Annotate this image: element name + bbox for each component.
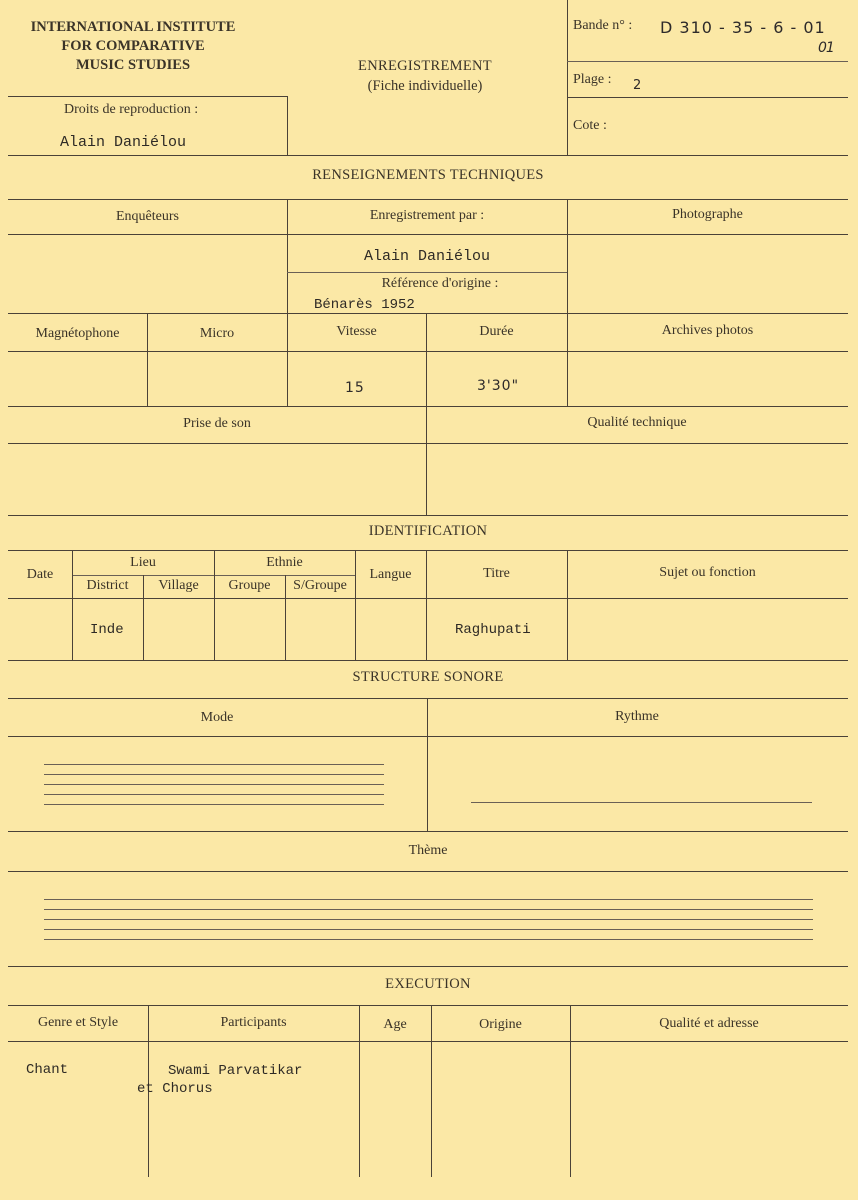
track-value: 2 — [633, 78, 643, 93]
recorded-by-value: Alain Daniélou — [363, 248, 491, 265]
band-value-correction: 01 — [818, 40, 834, 56]
structure-section-title: STRUCTURE SONORE — [352, 669, 504, 685]
institute-line-1: INTERNATIONAL INSTITUTE — [30, 19, 236, 35]
village-label: Village — [158, 578, 199, 593]
rhythm-label: Rythme — [615, 709, 659, 724]
district-value: Inde — [90, 622, 124, 638]
speed-label: Vitesse — [336, 324, 377, 339]
ethnic-label: Ethnie — [266, 555, 303, 570]
execution-section-title: EXECUTION — [385, 976, 471, 992]
origin-label: Origine — [479, 1017, 522, 1032]
age-label: Age — [383, 1017, 407, 1032]
technical-quality-label: Qualité technique — [587, 415, 687, 430]
title-label: Titre — [483, 566, 510, 581]
institute-line-2: FOR COMPARATIVE — [61, 38, 205, 54]
track-label: Plage : — [573, 72, 612, 87]
participants-label: Participants — [220, 1015, 287, 1030]
subject-label: Sujet ou fonction — [659, 565, 756, 580]
form-subtitle: (Fiche individuelle) — [367, 78, 483, 94]
theme-label: Thème — [408, 843, 448, 858]
date-label: Date — [26, 567, 54, 582]
recorder-label: Magnétophone — [35, 326, 120, 341]
mic-label: Micro — [199, 326, 235, 341]
form-title: ENREGISTREMENT — [358, 58, 492, 74]
participants-value-line-1: Swami Parvatikar — [168, 1063, 303, 1079]
subgroup-label: S/Groupe — [293, 578, 347, 593]
group-label: Groupe — [228, 578, 271, 593]
photo-archive-label: Archives photos — [661, 323, 754, 338]
cote-label: Cote : — [573, 118, 607, 133]
technical-section-title: RENSEIGNEMENTS TECHNIQUES — [312, 167, 544, 183]
title-value: Raghupati — [455, 622, 531, 638]
origin-reference-label: Référence d'origine : — [381, 276, 499, 291]
quality-address-label: Qualité et adresse — [659, 1016, 759, 1031]
photographer-label: Photographe — [672, 207, 743, 222]
language-label: Langue — [369, 567, 412, 582]
genre-label: Genre et Style — [37, 1015, 119, 1030]
sound-recording-label: Prise de son — [183, 416, 251, 431]
band-value: D 310 - 35 - 6 - 01 — [660, 18, 826, 37]
mode-label: Mode — [200, 710, 234, 725]
band-label: Bande n° : — [573, 18, 633, 33]
recorded-by-label: Enregistrement par : — [369, 208, 485, 223]
duration-label: Durée — [479, 324, 514, 339]
identification-section-title: IDENTIFICATION — [368, 523, 488, 539]
genre-value: Chant — [26, 1062, 69, 1078]
place-label: Lieu — [130, 555, 156, 570]
institute-line-3: MUSIC STUDIES — [75, 57, 191, 73]
origin-reference-value: Bénarès 1952 — [314, 297, 415, 313]
speed-value: 15 — [345, 380, 365, 396]
investigators-label: Enquêteurs — [116, 209, 179, 224]
rights-label: Droits de reproduction : — [64, 102, 199, 117]
rights-value: Alain Daniélou — [60, 134, 187, 151]
institute-name — [8, 18, 258, 75]
participants-value-line-2: et Chorus — [137, 1081, 213, 1097]
district-label: District — [86, 578, 129, 593]
duration-value: 3'30" — [477, 378, 520, 394]
